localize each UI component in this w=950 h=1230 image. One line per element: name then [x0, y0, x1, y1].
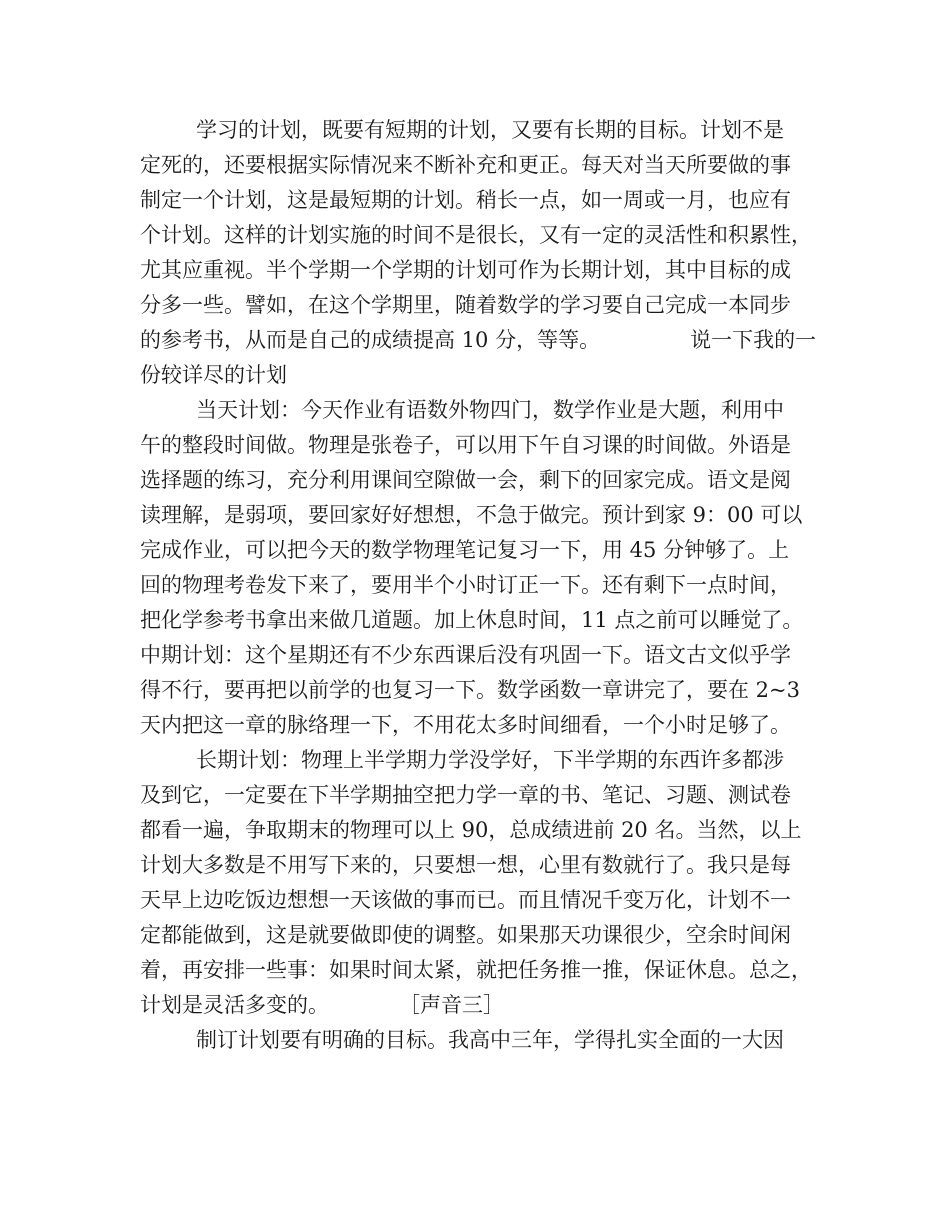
text-line: 着，再安排一些事：如果时间太紧，就把任务推一推，保证休息。总之，: [140, 958, 812, 982]
document-body: [140, 113, 820, 1058]
text-segment: 的参考书，从而是自己的成绩提高 10 分，等等。: [140, 328, 601, 352]
text-line: 尤其应重视。半个学期一个学期的计划可作为长期计划，其中目标的成: [140, 258, 791, 282]
text-line: 天早上边吃饭边想想一天该做的事而已。而且情况千变万化，计划不一: [140, 888, 791, 912]
text-line: 分多一些。譬如，在这个学期里，随着数学的学习要自己完成一本同步: [140, 293, 791, 317]
text-line: [140, 323, 820, 358]
text-segment: 说一下我的一: [690, 328, 817, 352]
text-line: [140, 988, 820, 1023]
text-line: 份较详尽的计划: [140, 363, 287, 387]
text-segment: 计划是灵活多变的。: [140, 993, 329, 1017]
text-line: 制定一个计划，这是最短期的计划。稍长一点，如一周或一月，也应有: [140, 188, 791, 212]
text-line: 定都能做到，这是就要做即使的调整。如果那天功课很少，空余时间闲: [140, 923, 791, 947]
text-line: 学习的计划，既要有短期的计划，又要有长期的目标。计划不是: [196, 118, 784, 142]
text-line: 把化学参考书拿出来做几道题。加上休息时间，11 点之前可以睡觉了。: [140, 608, 804, 632]
text-line: 选择题的练习，充分利用课间空隙做一会，剩下的回家完成。语文是阅: [140, 468, 791, 492]
text-line: 定死的，还要根据实际情况来不断补充和更正。每天对当天所要做的事: [140, 153, 791, 177]
text-line: 中期计划：这个星期还有不少东西课后没有巩固一下。语文古文似乎学: [140, 643, 791, 667]
text-line: 天内把这一章的脉络理一下，不用花太多时间细看，一个小时足够了。: [140, 713, 791, 737]
text-line: 当天计划：今天作业有语数外物四门，数学作业是大题，利用中: [196, 398, 784, 422]
text-line: 得不行，要再把以前学的也复习一下。数学函数一章讲完了，要在 2~3: [140, 678, 800, 702]
text-line: 完成作业，可以把今天的数学物理笔记复习一下，用 45 分钟够了。上: [140, 538, 790, 562]
text-line: 读理解，是弱项，要回家好好想想，不急于做完。预计到家 9：00 可以: [140, 503, 803, 527]
section-marker: ［声音三］: [399, 993, 504, 1017]
text-line: 个计划。这样的计划实施的时间不是很长，又有一定的灵活性和积累性，: [140, 223, 812, 247]
text-line: 午的整段时间做。物理是张卷子，可以用下午自习课的时间做。外语是: [140, 433, 791, 457]
text-line: 回的物理考卷发下来了，要用半个小时订正一下。还有剩下一点时间，: [140, 573, 791, 597]
text-line: 长期计划：物理上半学期力学没学好，下半学期的东西许多都涉: [196, 748, 784, 772]
text-line: 计划大多数是不用写下来的，只要想一想，心里有数就行了。我只是每: [140, 853, 791, 877]
text-line: 制订计划要有明确的目标。我高中三年，学得扎实全面的一大因: [196, 1028, 784, 1052]
text-line: 及到它，一定要在下半学期抽空把力学一章的书、笔记、习题、测试卷: [140, 783, 791, 807]
text-line: 都看一遍，争取期末的物理可以上 90，总成绩进前 20 名。当然，以上: [140, 818, 802, 842]
